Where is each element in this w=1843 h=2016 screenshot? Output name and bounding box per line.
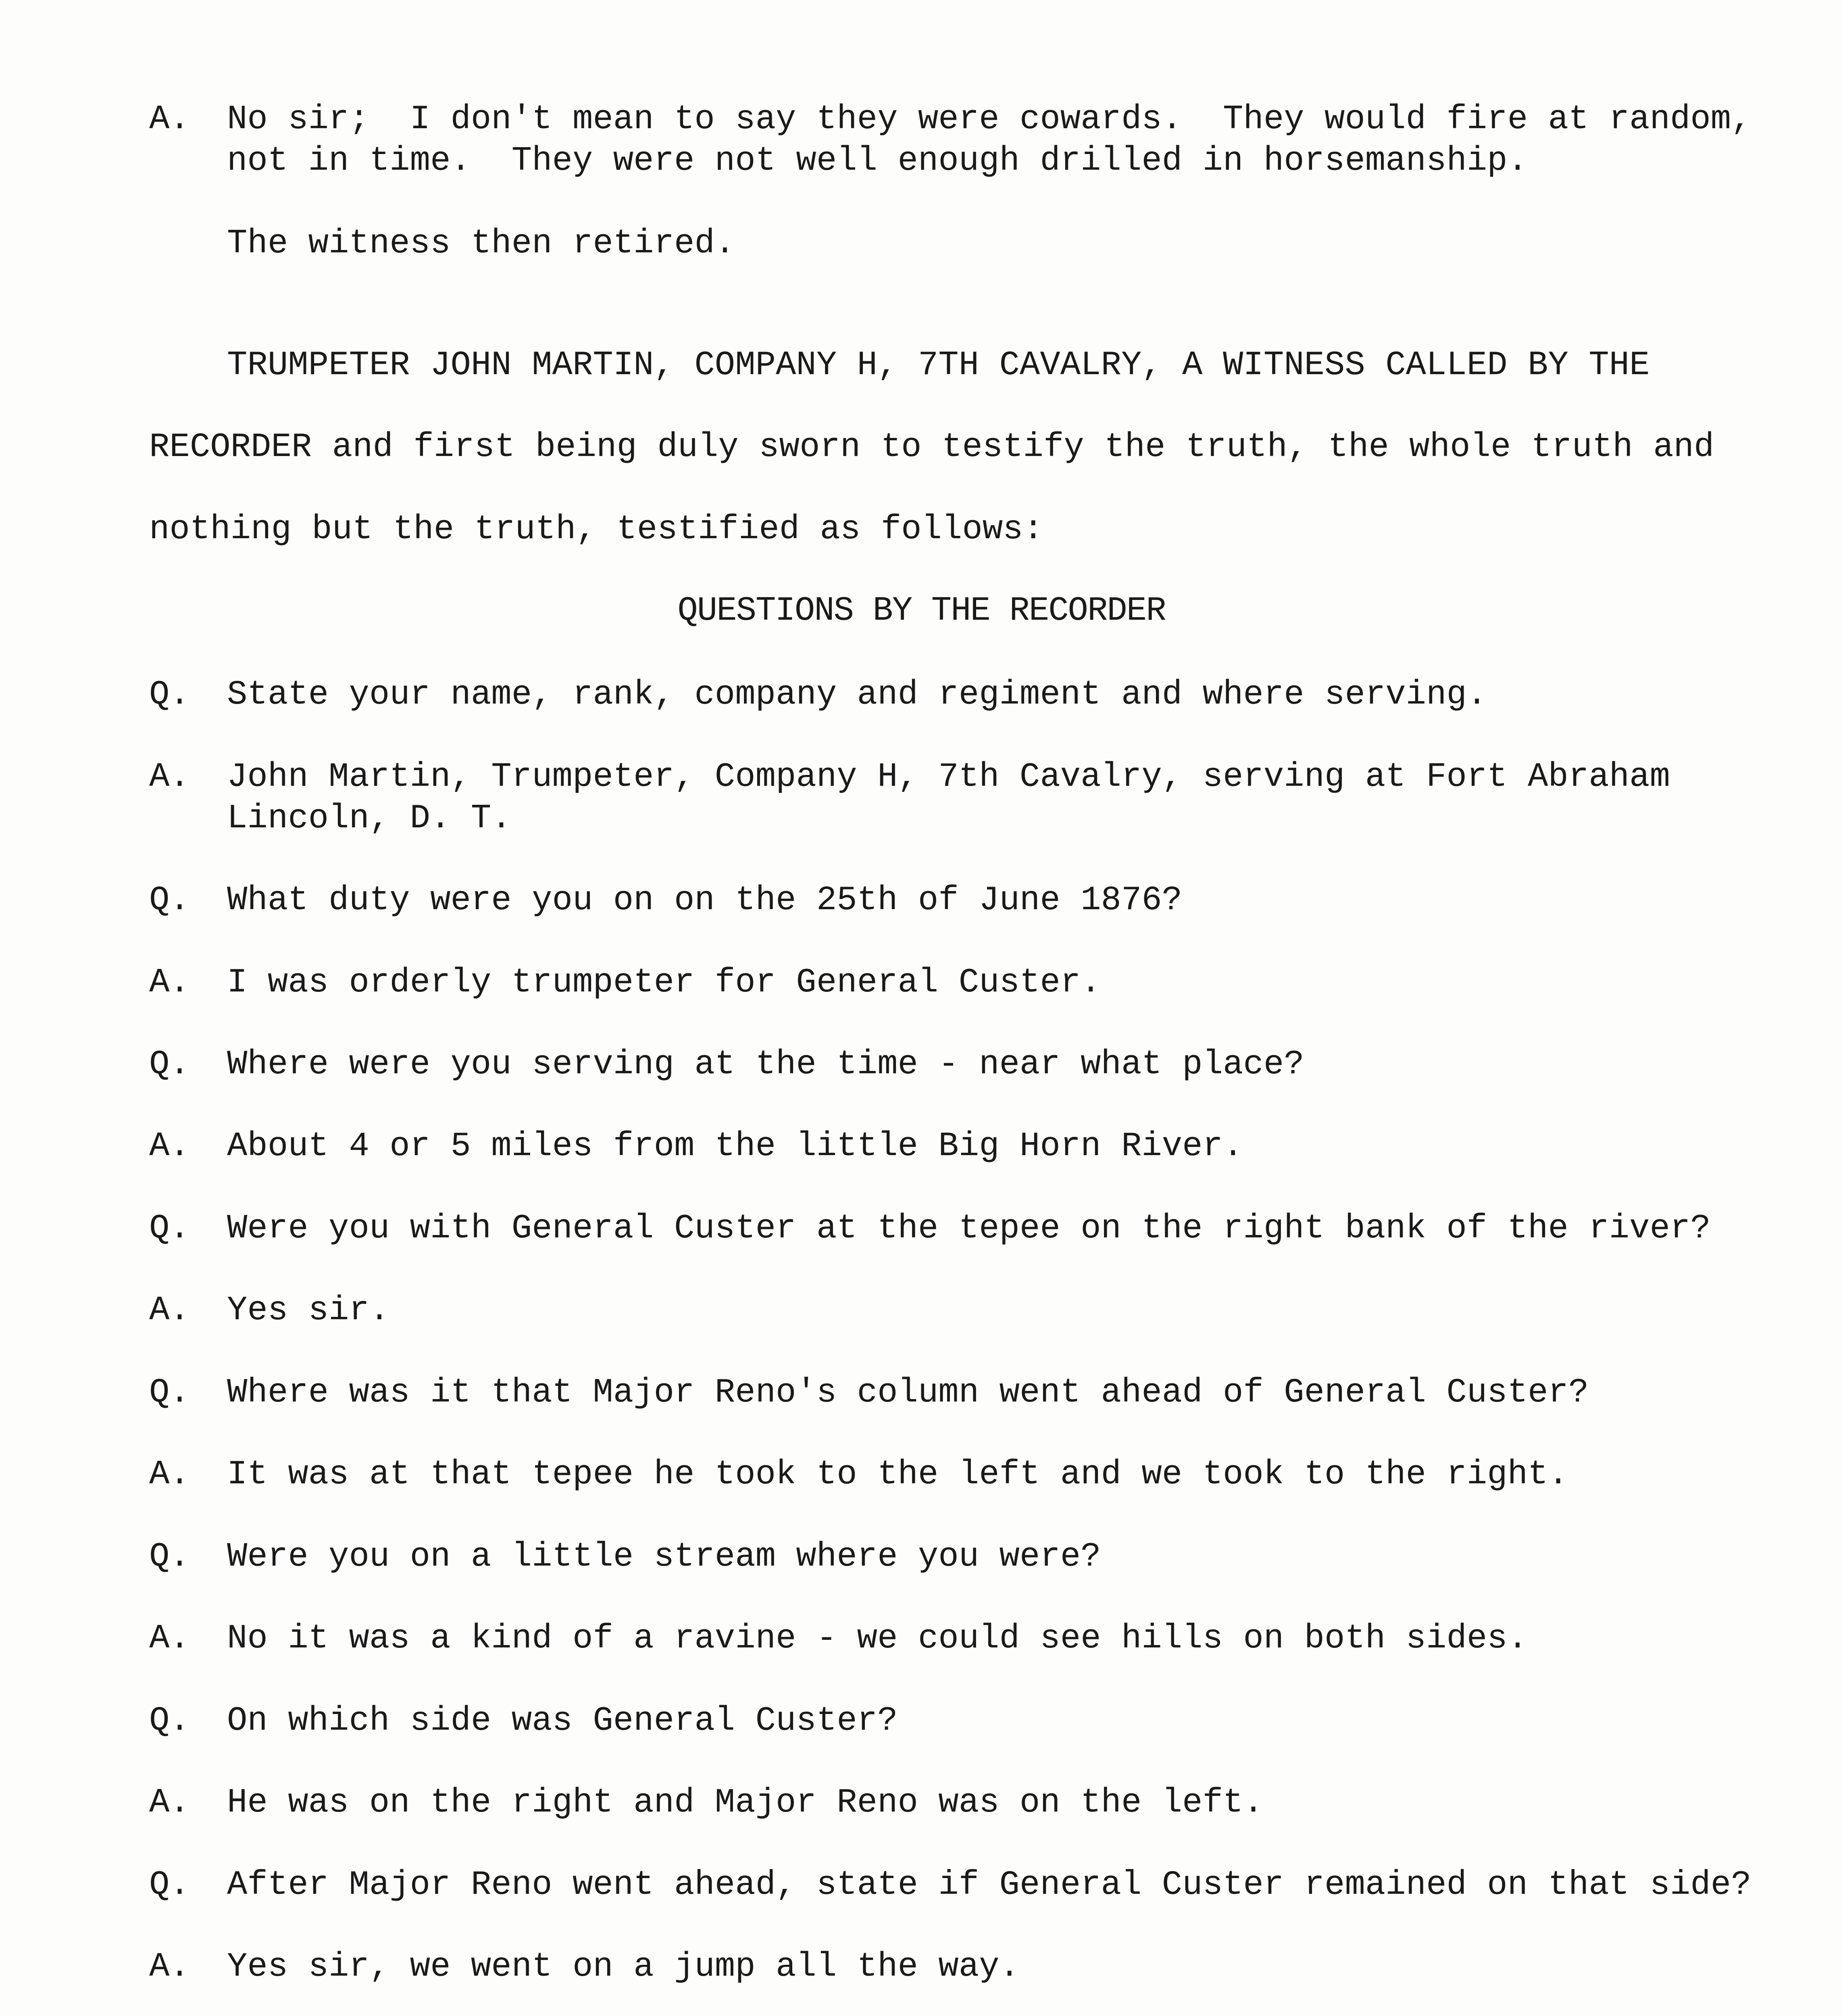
- qa-item: [149, 880, 1758, 921]
- qa-label: Q.: [149, 1045, 190, 1084]
- qa-text: It was at that tepee he took to the left and we took to the right.: [227, 1456, 1568, 1494]
- qa-label: A.: [149, 1291, 190, 1330]
- witness-intro-line-3: nothing but the truth, testified as follows:: [149, 510, 1043, 549]
- qa-item: [149, 1782, 1758, 1824]
- qa-item: [149, 1044, 1758, 1085]
- intro-answer: [149, 99, 1758, 182]
- qa-label: Q.: [149, 1374, 190, 1412]
- qa-text: Where was it that Major Reno's column went ahead of General Custer?: [227, 1374, 1589, 1412]
- qa-text: No it was a kind of a ravine - we could see hills on both sides.: [227, 1620, 1528, 1658]
- qa-label: Q.: [149, 676, 190, 714]
- qa-text: Were you on a little stream where you were?: [227, 1538, 1101, 1576]
- qa-text: I was orderly trumpeter for General Custer.: [227, 964, 1101, 1002]
- qa-item: [149, 1454, 1758, 1495]
- qa-item: [149, 674, 1758, 716]
- qa-text: About 4 or 5 miles from the little Big Horn River.: [227, 1127, 1243, 1166]
- qa-label: Q.: [149, 1702, 190, 1740]
- qa-text: Yes sir, we went on a jump all the way.: [227, 1948, 1020, 1986]
- qa-text: What duty were you on on the 25th of June 1876?: [227, 881, 1183, 920]
- qa-item: [149, 1208, 1758, 1250]
- qa-text: He was on the right and Major Reno was on the left.: [227, 1784, 1264, 1822]
- qa-item: [149, 1864, 1758, 1906]
- section-heading: QUESTIONS BY THE RECORDER: [677, 592, 1166, 630]
- qa-label: A.: [149, 1948, 190, 1986]
- qa-label: A.: [149, 758, 190, 796]
- qa-label: Q.: [149, 881, 190, 920]
- qa-text: State your name, rank, company and regiment and where serving.: [227, 676, 1487, 714]
- answer-label: A.: [149, 100, 190, 139]
- qa-item: [149, 756, 1758, 839]
- qa-item: [149, 1618, 1758, 1660]
- answer-text: No sir; I don't mean to say they were cowards. They would fire at random, not in time. They were not well enough drilled in horsemanship.: [227, 100, 1751, 180]
- qa-label: Q.: [149, 1210, 190, 1248]
- qa-item: [149, 962, 1758, 1004]
- qa-text: After Major Reno went ahead, state if General Custer remained on that side?: [227, 1866, 1751, 1904]
- witness-intro-line-2: RECORDER and first being duly sworn to testify the truth, the whole truth and: [149, 428, 1714, 467]
- qa-label: Q.: [149, 1538, 190, 1576]
- qa-text: Were you with General Custer at the tepee on the right bank of the river?: [227, 1210, 1711, 1248]
- qa-text: Where were you serving at the time - near what place?: [227, 1045, 1304, 1084]
- qa-label: A.: [149, 1456, 190, 1494]
- qa-item: [149, 1946, 1758, 1988]
- qa-text: Yes sir.: [227, 1291, 390, 1330]
- qa-item: [149, 1290, 1758, 1331]
- qa-item: [149, 1536, 1758, 1578]
- qa-label: A.: [149, 964, 190, 1002]
- qa-label: A.: [149, 1620, 190, 1658]
- qa-text: On which side was General Custer?: [227, 1702, 898, 1740]
- qa-item: [149, 1372, 1758, 1414]
- qa-text: John Martin, Trumpeter, Company H, 7th Cavalry, serving at Fort Abraham Lincoln, D. T.: [227, 758, 1670, 838]
- qa-label: Q.: [149, 1866, 190, 1904]
- qa-item: [149, 1700, 1758, 1742]
- retired-line: The witness then retired.: [227, 225, 735, 263]
- qa-label: A.: [149, 1784, 190, 1822]
- qa-item: [149, 1126, 1758, 1167]
- qa-label: A.: [149, 1127, 190, 1166]
- witness-intro-line-1: TRUMPETER JOHN MARTIN, COMPANY H, 7TH CAVALRY, A WITNESS CALLED BY THE: [227, 346, 1650, 385]
